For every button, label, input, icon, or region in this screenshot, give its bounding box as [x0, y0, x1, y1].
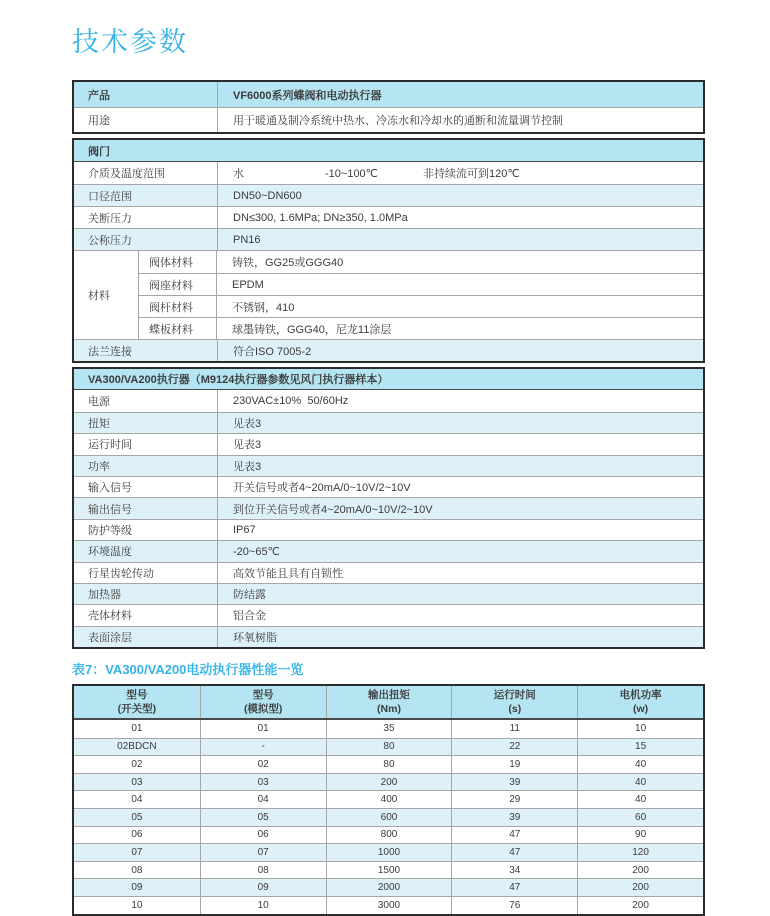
spec-value: 符合ISO 7005-2: [217, 340, 703, 361]
table-row: [74, 878, 703, 896]
spec-value-part: -10~100℃: [325, 167, 379, 180]
spec-subrow: [139, 317, 703, 339]
table-cell: 03: [131, 776, 143, 788]
table-row: [74, 773, 703, 791]
spec-label: 用途: [88, 115, 110, 127]
spec-value-part: 非持续流可到120℃: [423, 168, 520, 180]
table-cell: 02: [131, 759, 143, 771]
spec-subvalue: 球墨铸铁，GGG40，尼龙11涂层: [232, 323, 392, 336]
table-cell: 200: [577, 897, 703, 914]
spec-label: 加热器: [88, 589, 121, 602]
table-cell: 600: [326, 809, 452, 826]
table-row: [74, 720, 703, 738]
table-cell: 1500: [326, 862, 452, 879]
spec-value: DN50~DN600: [217, 185, 703, 206]
spec-row: [74, 604, 703, 625]
spec-row: [74, 206, 703, 228]
table-cell: 47: [451, 879, 577, 896]
spec-value: IP67: [217, 520, 703, 540]
spec-label: 输入信号: [88, 482, 132, 495]
table-cell: 04: [200, 791, 326, 808]
table-cell: 09: [200, 879, 326, 896]
spec-row: [74, 626, 703, 647]
table-row: [74, 843, 703, 861]
spec-row: [74, 162, 703, 184]
spec-sublabel: 阀体材料: [139, 251, 217, 273]
table-cell: 1000: [326, 844, 452, 861]
table7-caption: 表7：VA300/VA200电动执行器性能一览: [72, 662, 304, 678]
spec-subvalue: EPDM: [232, 278, 264, 291]
table-cell: 40: [577, 756, 703, 773]
table-cell: 09: [131, 882, 143, 894]
spec-row: [74, 519, 703, 540]
spec-row: [74, 540, 703, 561]
table-cell: 40: [577, 774, 703, 791]
spec-value: 高效节能且具有自锁性: [217, 563, 703, 583]
spec-row: [74, 562, 703, 583]
table-cell: 39: [451, 774, 577, 791]
spec-label: 扭矩: [88, 417, 110, 430]
spec-row: [74, 82, 703, 107]
table-cell: 34: [451, 862, 577, 879]
spec-block-3: [72, 367, 705, 649]
table-cell: 90: [577, 827, 703, 844]
column-header: [326, 686, 452, 718]
column-header-line1: 运行时间: [493, 688, 536, 701]
spec-subrow: [139, 295, 703, 317]
table-cell: 19: [451, 756, 577, 773]
table-cell: 39: [451, 809, 577, 826]
spec-row: [74, 107, 703, 132]
table-cell: 05: [131, 811, 143, 823]
table-cell: 04: [131, 794, 143, 806]
spec-label: 功率: [88, 460, 110, 473]
spec-label: 介质及温度范围: [88, 168, 165, 180]
spec-row: [74, 583, 703, 604]
table-cell: 01: [131, 723, 143, 735]
section-header-row: [74, 369, 703, 390]
column-header-line1: 型号: [252, 688, 274, 701]
spec-label: 行星齿轮传动: [88, 567, 154, 580]
spec-group-subrows: [139, 251, 703, 339]
spec-subvalue: 不锈钢，410: [232, 301, 295, 314]
spec-label: 防护等级: [88, 524, 132, 537]
table-cell: 2000: [326, 879, 452, 896]
table-cell: 80: [326, 739, 452, 756]
table-cell: 07: [131, 847, 143, 859]
spec-value: PN16: [217, 229, 703, 250]
spec-label: 关断压力: [88, 212, 132, 225]
table-cell: 80: [326, 756, 452, 773]
column-header-line1: 型号: [126, 688, 148, 701]
table-cell: 06: [200, 827, 326, 844]
table-cell: 11: [451, 720, 577, 738]
spec-row: [74, 433, 703, 454]
table-cell: 10: [131, 899, 143, 911]
table-cell: 05: [200, 809, 326, 826]
column-header-line2: (s): [508, 703, 522, 716]
spec-subrow: [139, 251, 703, 273]
column-header-line1: 电机功率: [619, 688, 662, 701]
column-header-line2: (开关型): [117, 703, 157, 716]
spec-row: [74, 228, 703, 250]
spec-table: [72, 80, 705, 649]
spec-value: 开关信号或者4~20mA/0~10V/2~10V: [217, 477, 703, 497]
table-cell: 15: [577, 739, 703, 756]
column-header: [577, 686, 703, 718]
table-cell: 02: [200, 756, 326, 773]
section-header-row: [74, 140, 703, 162]
table-cell: 08: [200, 862, 326, 879]
table-cell: 47: [451, 844, 577, 861]
spec-value: 到位开关信号或者4~20mA/0~10V/2~10V: [217, 498, 703, 518]
table-cell: 200: [577, 862, 703, 879]
spec-label: 法兰连接: [88, 345, 132, 358]
spec-subrow: [139, 273, 703, 295]
table-cell: 01: [200, 720, 326, 738]
table-cell: 60: [577, 809, 703, 826]
table-cell: 200: [577, 879, 703, 896]
table-cell: 08: [131, 864, 143, 876]
spec-value: 用于暖通及制冷系统中热水、冷冻水和冷却水的通断和流量调节控制: [217, 108, 703, 132]
spec-value: 见表3: [217, 413, 703, 433]
table-cell: 40: [577, 791, 703, 808]
table-cell: 3000: [326, 897, 452, 914]
table-cell: 76: [451, 897, 577, 914]
column-header-line1: 输出扭矩: [367, 688, 410, 701]
column-header-line2: (模拟型): [243, 703, 283, 716]
spec-subvalue: 铸铁，GG25或GGG40: [232, 257, 344, 269]
table-cell: 47: [451, 827, 577, 844]
spec-value: DN≤300, 1.6MPa; DN≥350, 1.0MPa: [217, 207, 703, 228]
table-cell: 22: [451, 739, 577, 756]
table-cell: 400: [326, 791, 452, 808]
column-header-line2: (Nm): [377, 703, 401, 716]
spec-sublabel: 蝶板材料: [139, 318, 217, 339]
table-cell: 120: [577, 844, 703, 861]
table-row: [74, 861, 703, 879]
spec-sublabel: 阀座材料: [139, 274, 217, 295]
table-row: [74, 896, 703, 914]
spec-block-1: [72, 80, 705, 134]
spec-row: [74, 184, 703, 206]
performance-table: [72, 684, 705, 916]
table-row: [74, 826, 703, 844]
table-cell: 35: [326, 720, 452, 738]
spec-label: 运行时间: [88, 439, 132, 452]
table-row: [74, 738, 703, 756]
spec-block-2: [72, 138, 705, 363]
spec-row: [74, 390, 703, 411]
section-title: VA300/VA200执行器（M9124执行器参数见风门执行器样本）: [88, 374, 389, 387]
table-cell: 06: [131, 829, 143, 841]
performance-table-body: [74, 720, 703, 914]
table-row: [74, 808, 703, 826]
table-cell: 200: [326, 774, 452, 791]
spec-value: VF6000系列蝶阀和电动执行器: [217, 82, 703, 107]
spec-sublabel: 阀杆材料: [139, 296, 217, 317]
table-row: [74, 790, 703, 808]
spec-row: [74, 497, 703, 518]
spec-row: [74, 455, 703, 476]
spec-label: 产品: [88, 89, 110, 102]
spec-group-label: 材料: [74, 251, 139, 339]
table-cell: 07: [200, 844, 326, 861]
table-cell: 10: [577, 720, 703, 738]
spec-label: 表面涂层: [88, 631, 132, 644]
column-header: [200, 686, 326, 718]
column-header: [451, 686, 577, 718]
spec-label: 口径范围: [88, 190, 132, 203]
spec-value: 230VAC±10% 50/60Hz: [217, 390, 703, 411]
table-cell: 10: [200, 897, 326, 914]
spec-label: 环境温度: [88, 546, 132, 559]
spec-value: 见表3: [217, 456, 703, 476]
table-cell: 03: [200, 774, 326, 791]
spec-label: 壳体材料: [88, 610, 132, 623]
spec-label: 输出信号: [88, 503, 132, 516]
spec-value-part: 水: [233, 168, 244, 180]
column-header: [74, 686, 200, 718]
spec-group-row: [74, 250, 703, 339]
spec-label: 公称压力: [88, 234, 132, 247]
table-row: [74, 755, 703, 773]
spec-value: 防结露: [217, 584, 703, 604]
table-cell: 800: [326, 827, 452, 844]
table-cell: 02BDCN: [117, 741, 157, 753]
table-cell: 29: [451, 791, 577, 808]
spec-value: 铝合金: [217, 605, 703, 625]
spec-value: -20~65℃: [217, 541, 703, 561]
spec-value: 见表3: [217, 434, 703, 454]
table-cell: -: [200, 739, 326, 756]
spec-row: [74, 339, 703, 361]
performance-table-header-row: [74, 686, 703, 720]
column-header-line2: (w): [633, 703, 649, 716]
section-title: 阀门: [88, 145, 110, 158]
spec-value: 环氧树脂: [217, 627, 703, 647]
spec-row: [74, 476, 703, 497]
spec-row: [74, 412, 703, 433]
spec-value: [217, 162, 703, 184]
page-title: 技术参数: [72, 27, 188, 57]
spec-label: 电源: [88, 396, 110, 409]
